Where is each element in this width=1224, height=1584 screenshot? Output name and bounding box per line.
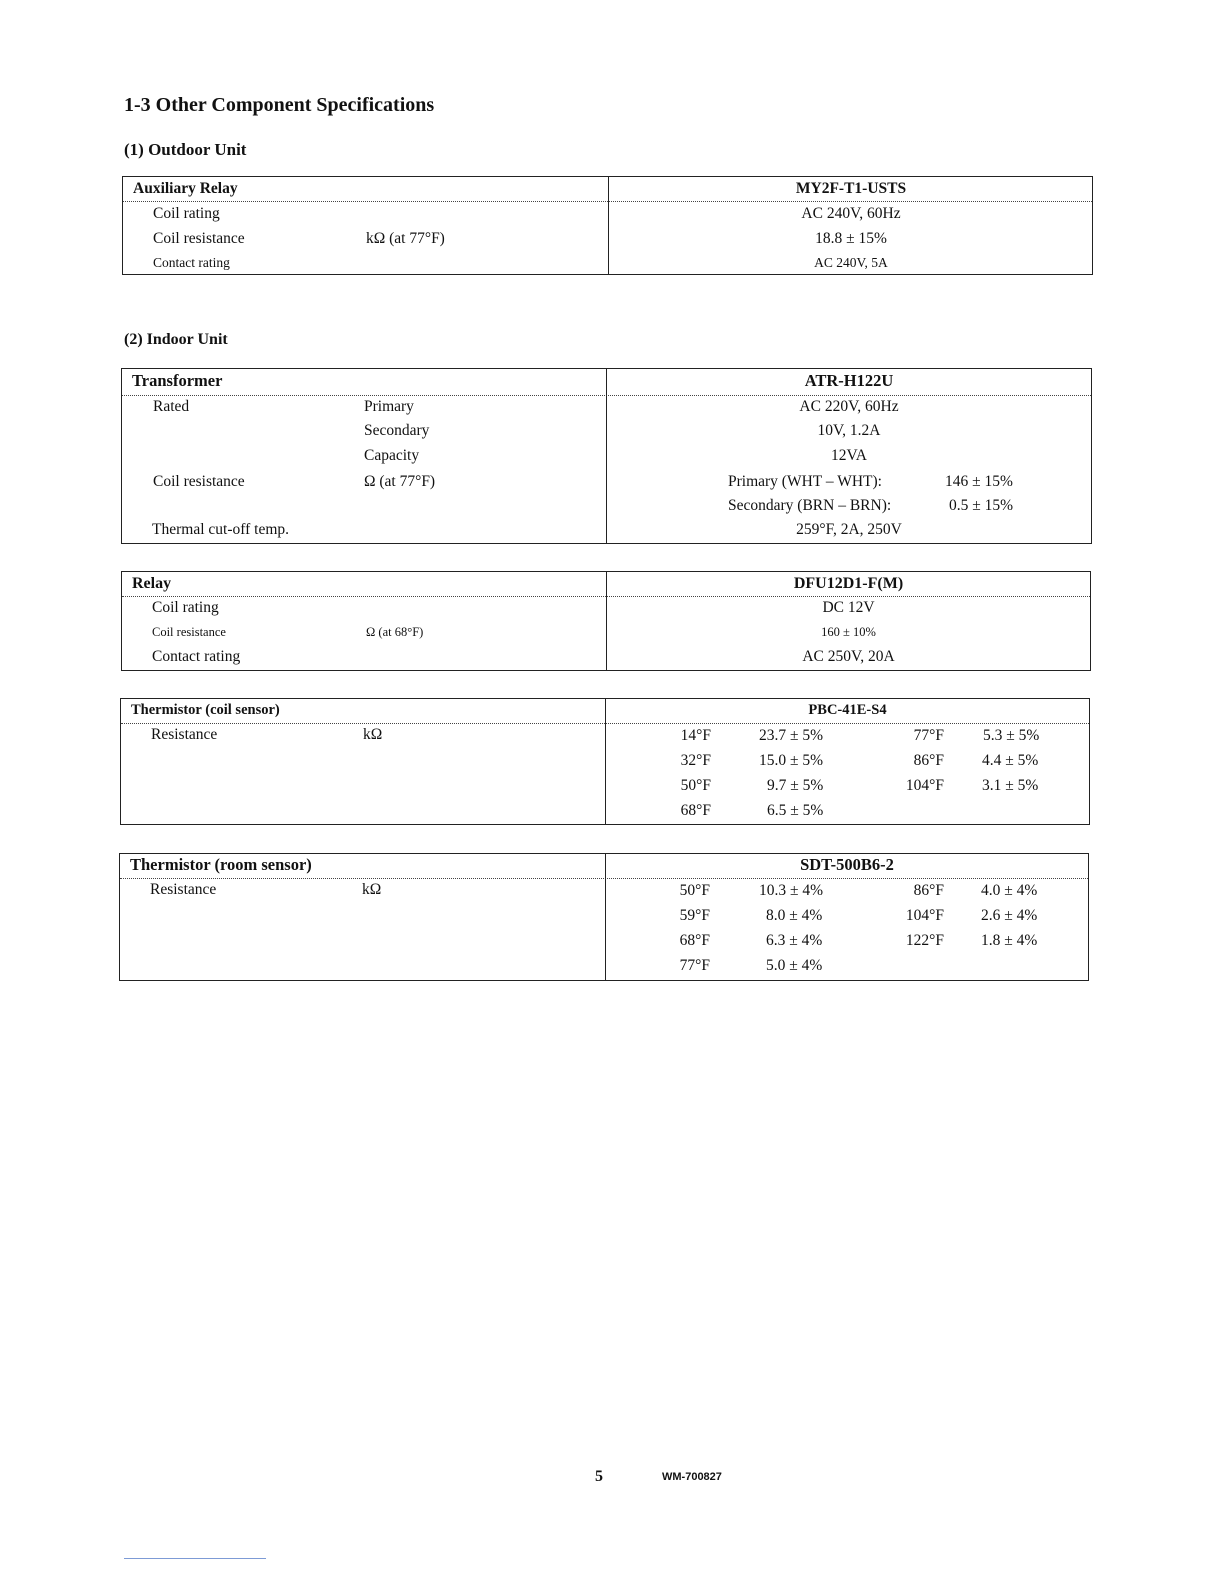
temp-cell: 77°F — [679, 957, 710, 974]
relay-title: Relay — [132, 575, 172, 592]
secondary-resistance-label: Secondary (BRN – BRN): — [728, 497, 892, 514]
coil-resistance-value: 18.8 ± 15% — [815, 230, 887, 247]
resistance-cell: 23.7 ± 5% — [759, 727, 824, 744]
room-sensor-model: SDT-500B6-2 — [800, 855, 894, 874]
temp-cell: 122°F — [905, 932, 944, 949]
primary-resistance-value: 146 ± 15% — [945, 473, 1013, 490]
temp-cell: 68°F — [680, 802, 711, 819]
temp-cell: 59°F — [679, 907, 710, 924]
capacity-value: 12VA — [831, 447, 867, 464]
contact-rating-label: Contact rating — [152, 648, 241, 665]
coil-resistance-unit: Ω (at 77°F) — [364, 473, 436, 490]
outdoor-unit-label: (1) Outdoor Unit — [124, 140, 247, 159]
aux-relay-title: Auxiliary Relay — [133, 180, 238, 197]
resistance-cell: 8.0 ± 4% — [766, 907, 823, 924]
temp-cell: 104°F — [905, 777, 944, 794]
resistance-unit: kΩ — [363, 726, 383, 743]
resistance-cell: 4.4 ± 5% — [982, 752, 1039, 769]
document-code: WM-700827 — [662, 1471, 722, 1483]
resistance-cell: 3.1 ± 5% — [982, 777, 1039, 794]
coil-resistance-unit: Ω (at 68°F) — [366, 625, 424, 639]
coil-rating-value: AC 240V, 60Hz — [801, 205, 901, 222]
room-sensor-table — [119, 853, 1089, 981]
aux-relay-table — [122, 176, 1093, 275]
resistance-cell: 10.3 ± 4% — [759, 882, 824, 899]
resistance-cell: 15.0 ± 5% — [759, 752, 824, 769]
temp-cell: 86°F — [913, 752, 944, 769]
temp-cell: 104°F — [905, 907, 944, 924]
primary-value: AC 220V, 60Hz — [799, 398, 899, 415]
coil-resistance-label: Coil resistance — [152, 625, 226, 639]
temp-cell: 50°F — [679, 882, 710, 899]
resistance-cell: 5.0 ± 4% — [766, 957, 823, 974]
temp-cell: 68°F — [679, 932, 710, 949]
contact-rating-value: AC 250V, 20A — [802, 648, 895, 665]
temp-cell: 50°F — [680, 777, 711, 794]
temp-cell: 14°F — [680, 727, 711, 744]
coil-resistance-value: 160 ± 10% — [821, 625, 876, 639]
coil-resistance-label: Coil resistance — [153, 230, 245, 247]
resistance-cell: 6.5 ± 5% — [767, 802, 824, 819]
indoor-unit-label: (2) Indoor Unit — [124, 331, 228, 348]
resistance-cell: 6.3 ± 4% — [766, 932, 823, 949]
secondary-label: Secondary — [364, 422, 430, 439]
resistance-cell: 2.6 ± 4% — [981, 907, 1038, 924]
contact-rating-value: AC 240V, 5A — [814, 255, 888, 270]
resistance-cell: 5.3 ± 5% — [983, 727, 1040, 744]
coil-resistance-label: Coil resistance — [153, 473, 245, 490]
footer-rule — [124, 1558, 266, 1559]
resistance-cell: 9.7 ± 5% — [767, 777, 824, 794]
resistance-label: Resistance — [150, 881, 217, 898]
coil-rating-value: DC 12V — [822, 599, 875, 616]
coil-rating-label: Coil rating — [153, 205, 220, 222]
coil-resistance-unit: kΩ (at 77°F) — [366, 230, 445, 247]
secondary-value: 10V, 1.2A — [817, 422, 881, 439]
coil-rating-label: Coil rating — [152, 599, 219, 616]
primary-label: Primary — [364, 398, 414, 415]
resistance-cell: 1.8 ± 4% — [981, 932, 1038, 949]
capacity-label: Capacity — [364, 447, 420, 464]
contact-rating-label: Contact rating — [153, 255, 230, 270]
relay-table — [121, 571, 1091, 671]
thermal-cutoff-value: 259°F, 2A, 250V — [796, 521, 902, 538]
thermal-cutoff-label: Thermal cut-off temp. — [152, 521, 290, 538]
resistance-label: Resistance — [151, 726, 218, 743]
page-heading: 1-3 Other Component Specifications — [124, 94, 435, 116]
relay-model: DFU12D1-F(M) — [793, 575, 904, 592]
coil-sensor-model: PBC-41E-S4 — [808, 702, 887, 718]
transformer-table — [121, 368, 1092, 544]
temp-cell: 77°F — [913, 727, 944, 744]
room-sensor-title: Thermistor (room sensor) — [130, 855, 312, 874]
aux-relay-model: MY2F-T1-USTS — [795, 180, 907, 197]
coil-sensor-table — [120, 698, 1090, 825]
transformer-title: Transformer — [132, 371, 223, 390]
page-number: 5 — [595, 1468, 603, 1485]
rated-label: Rated — [153, 398, 190, 415]
secondary-resistance-value: 0.5 ± 15% — [949, 497, 1014, 514]
resistance-unit: kΩ — [362, 881, 382, 898]
resistance-cell: 4.0 ± 4% — [981, 882, 1038, 899]
transformer-model: ATR-H122U — [804, 371, 894, 390]
coil-sensor-title: Thermistor (coil sensor) — [131, 702, 280, 718]
temp-cell: 32°F — [680, 752, 711, 769]
temp-cell: 86°F — [913, 882, 944, 899]
primary-resistance-label: Primary (WHT – WHT): — [728, 473, 882, 490]
